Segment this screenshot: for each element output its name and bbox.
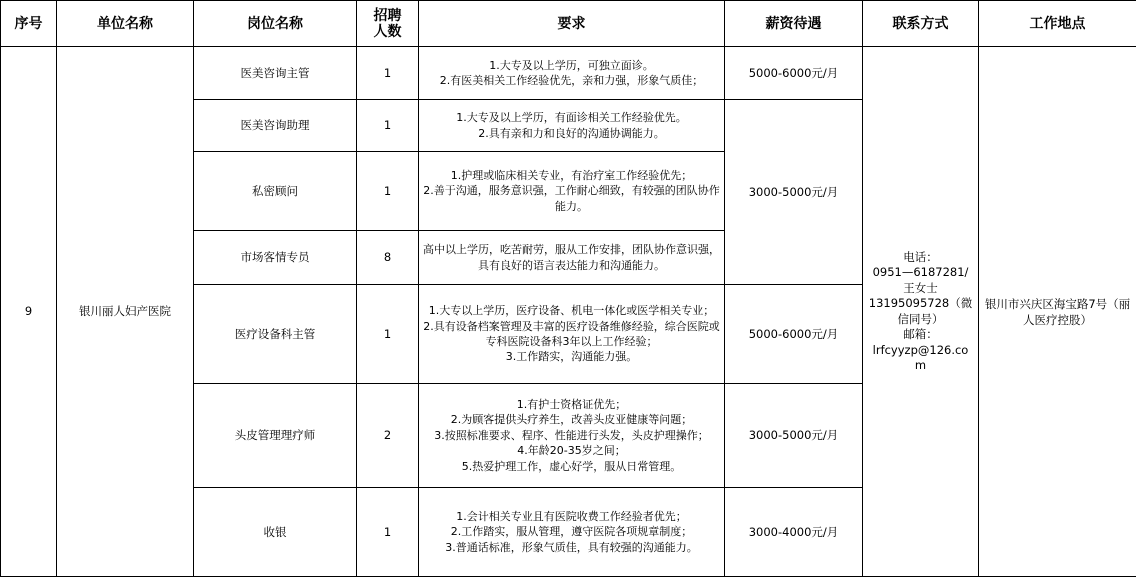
requirement-line: 2.具有亲和力和良好的沟通协调能力。 bbox=[478, 126, 665, 140]
salary-cell: 3000-5000元/月 bbox=[725, 100, 863, 285]
requirements-cell bbox=[419, 384, 725, 488]
header-contact: 联系方式 bbox=[863, 1, 979, 47]
header-count bbox=[357, 1, 419, 47]
header-unit: 单位名称 bbox=[57, 1, 194, 47]
requirement-line: 2.工作踏实，服从管理，遵守医院各项规章制度； bbox=[450, 525, 693, 539]
requirement-line: 3.普通话标准，形象气质佳，具有较强的沟通能力。 bbox=[445, 540, 698, 554]
requirement-line: 2.具有设备档案管理及丰富的医疗设备维修经验，综合医院或专科医院设备科3年以上工作经验； bbox=[423, 319, 720, 348]
requirement-line: 2.善于沟通，服务意识强，工作耐心细致，有较强的团队协作能力。 bbox=[423, 184, 720, 213]
salary-cell: 5000-6000元/月 bbox=[725, 285, 863, 384]
position-cell: 收银 bbox=[194, 488, 357, 577]
position-cell: 市场客情专员 bbox=[194, 231, 357, 285]
contact-email-tail: m bbox=[914, 358, 927, 372]
requirement-line: 2.有医美相关工作经验优先，亲和力强，形象气质佳； bbox=[439, 74, 704, 87]
unit-cell: 银川丽人妇产医院 bbox=[57, 47, 194, 577]
contact-mobile-note: 信同号） bbox=[897, 311, 944, 326]
location-cell: 银川市兴庆区海宝路7号（丽人医疗控股） bbox=[979, 47, 1136, 577]
seq-cell: 9 bbox=[1, 47, 57, 577]
header-seq: 序号 bbox=[1, 1, 57, 47]
count-cell: 1 bbox=[357, 47, 419, 100]
position-cell: 医疗设备科主管 bbox=[194, 285, 357, 384]
table-row bbox=[1, 47, 1136, 100]
count-cell: 1 bbox=[357, 152, 419, 231]
count-cell: 1 bbox=[357, 488, 419, 577]
position-cell: 医美咨询主管 bbox=[194, 47, 357, 100]
requirement-line: 1.护理或临床相关专业，有治疗室工作经验优先； bbox=[450, 168, 693, 182]
requirement-line: 1.会计相关专业且有医院收费工作经验者优先； bbox=[456, 509, 687, 523]
requirement-line: 1.有护士资格证优先； bbox=[516, 397, 627, 411]
count-cell: 2 bbox=[357, 384, 419, 488]
salary-cell: 3000-5000元/月 bbox=[725, 384, 863, 488]
position-cell: 头皮管理理疗师 bbox=[194, 384, 357, 488]
requirements-cell bbox=[419, 231, 725, 285]
salary-cell: 3000-4000元/月 bbox=[725, 488, 863, 577]
contact-cell bbox=[863, 47, 979, 577]
header-requirements: 要求 bbox=[419, 1, 725, 47]
header-salary: 薪资待遇 bbox=[725, 1, 863, 47]
header-row bbox=[1, 1, 1136, 47]
header-location: 工作地点 bbox=[979, 1, 1136, 47]
requirements-cell bbox=[419, 285, 725, 384]
count-cell: 8 bbox=[357, 231, 419, 285]
header-position: 岗位名称 bbox=[194, 1, 357, 47]
position-cell: 医美咨询助理 bbox=[194, 100, 357, 152]
contact-person: 王女士 bbox=[903, 280, 938, 295]
requirement-line: 2.为顾客提供头疗养生，改善头皮亚健康等问题； bbox=[450, 413, 693, 427]
requirements-cell bbox=[419, 152, 725, 231]
requirement-line: 3.按照标准要求、程序、性能进行头发，头皮护理操作； bbox=[434, 428, 709, 442]
contact-phone-label: 电话： bbox=[903, 249, 938, 264]
requirements-cell bbox=[419, 47, 725, 100]
count-cell: 1 bbox=[357, 100, 419, 152]
requirement-line: 5.热爱护理工作，虚心好学，服从日常管理。 bbox=[461, 459, 682, 473]
requirements-cell bbox=[419, 100, 725, 152]
contact-mobile: 13195095728（微 bbox=[868, 296, 973, 310]
contact-phone: 0951—6187281/ bbox=[872, 265, 969, 279]
requirement-line: 3.工作踏实，沟通能力强。 bbox=[505, 350, 638, 364]
requirement-line: 1.大专及以上学历，可独立面诊。 bbox=[489, 58, 654, 72]
requirements-cell bbox=[419, 488, 725, 577]
requirement-line: 1.大专以上学历，医疗设备、机电一体化或医学相关专业； bbox=[428, 304, 715, 318]
requirement-line: 1.大专及以上学历，有面诊相关工作经验优先。 bbox=[456, 111, 687, 125]
requirement-line: 4.年龄20-35岁之间； bbox=[517, 444, 626, 458]
salary-cell: 5000-6000元/月 bbox=[725, 47, 863, 100]
contact-email: lrfcyyzp@126.co bbox=[872, 342, 969, 357]
contact-email-label: 邮箱： bbox=[903, 327, 938, 341]
position-cell: 私密顾问 bbox=[194, 152, 357, 231]
count-cell: 1 bbox=[357, 285, 419, 384]
header-count-label: 招聘人数 bbox=[373, 7, 402, 40]
requirement-line: 高中以上学历，吃苦耐劳，服从工作安排，团队协作意识强，具有良好的语言表达能力和沟通能力。 bbox=[423, 243, 720, 272]
